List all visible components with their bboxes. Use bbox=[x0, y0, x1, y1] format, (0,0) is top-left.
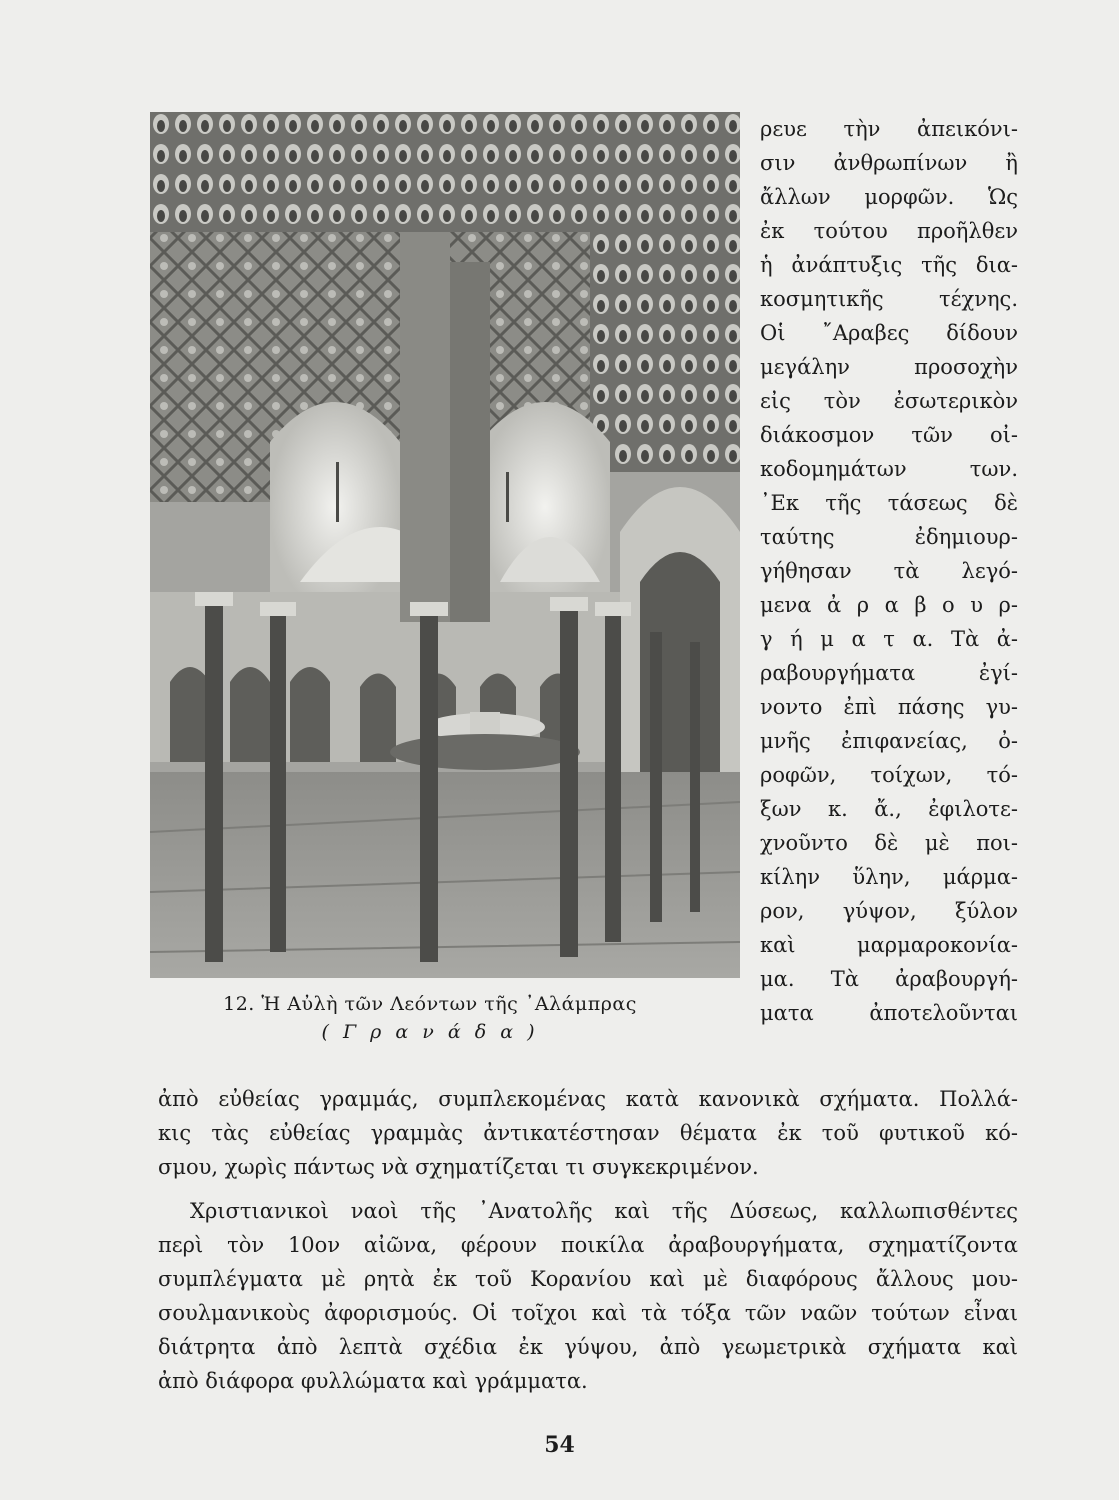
paragraph-gap bbox=[158, 1184, 1018, 1194]
text-line: σμου, χωρὶς πάντως νὰ σχηματίζεται τι συγκεκριμένον. bbox=[158, 1155, 759, 1179]
alhambra-court-of-lions-photo bbox=[150, 112, 740, 978]
caption-line bbox=[150, 990, 710, 1018]
text-line: ἐκ τούτου προῆλθεν bbox=[760, 219, 1018, 243]
paragraph-1 bbox=[158, 1082, 1018, 1184]
text-line: ματα ἀποτελοῦνται bbox=[760, 1001, 1018, 1025]
text-line: κοσμητικῆς τέχνης. bbox=[760, 287, 1018, 311]
side-column-text bbox=[760, 112, 1018, 1030]
text-line: μενα ἀ ρ α β ο υ ρ- bbox=[760, 593, 1018, 617]
text-line: ἄλλων μορφῶν. Ὡς bbox=[760, 185, 1018, 209]
figure-caption bbox=[150, 990, 710, 1046]
text-line: κις τὰς εὐθείας γραμμὰς ἀντικατέστησαν θέματα ἐκ τοῦ φυτικοῦ κό- bbox=[158, 1121, 1018, 1145]
text-line: γ ή μ α τ α. Τὰ ἀ- bbox=[760, 627, 1018, 651]
caption-number: 12. bbox=[223, 993, 255, 1015]
text-line: μα. Τὰ ἀραβουργή- bbox=[760, 967, 1018, 991]
text-line: μνῆς ἐπιφανείας, ὀ- bbox=[760, 729, 1018, 753]
page-number: 54 bbox=[544, 1432, 575, 1458]
body-text bbox=[158, 1082, 1018, 1398]
text-line: ξων κ. ἄ., ἐφιλοτε- bbox=[760, 797, 1018, 821]
text-line: ἀπὸ εὐθείας γραμμάς, συμπλεκομένας κατὰ κανονικὰ σχήματα. Πολλά- bbox=[158, 1087, 1018, 1111]
text-line: Οἱ ῎Αραβες δίδουν bbox=[760, 321, 1018, 345]
caption-place: ( Γ ρ α ν ά δ α ) bbox=[321, 1021, 539, 1043]
text-line: εἰς τὸν ἐσωτερικὸν bbox=[760, 389, 1018, 413]
text-line: σιν ἀνθρωπίνων ἢ bbox=[760, 151, 1018, 175]
text-line: διάκοσμον τῶν οἰ- bbox=[760, 423, 1018, 447]
text-line: συμπλέγματα μὲ ρητὰ ἐκ τοῦ Κορανίου καὶ μὲ διαφόρους ἄλλους μου- bbox=[158, 1267, 1018, 1291]
text-line: νοντο ἐπὶ πάσης γυ- bbox=[760, 695, 1018, 719]
text-line: κίλην ὕλην, μάρμα- bbox=[760, 865, 1018, 889]
caption-text: Ἡ Αὐλὴ τῶν Λεόντων τῆς ᾿Αλάμπρας bbox=[261, 993, 637, 1015]
text-line: κοδομημάτων των. bbox=[760, 457, 1018, 481]
text-line: ρευε τὴν ἀπεικόνι- bbox=[760, 117, 1018, 141]
text-line: Χριστιανικοὶ ναοὶ τῆς ᾿Ανατολῆς καὶ τῆς Δύσεως, καλλωπισθέντες bbox=[190, 1199, 1018, 1223]
photo-illustration bbox=[150, 112, 740, 978]
text-line: ροφῶν, τοίχων, τό- bbox=[760, 763, 1018, 787]
text-line: ἀπὸ διάφορα φυλλώματα καὶ γράμματα. bbox=[158, 1369, 588, 1393]
text-line: ραβουργήματα ἐγί- bbox=[760, 661, 1018, 685]
text-line: ᾿Εκ τῆς τάσεως δὲ bbox=[760, 491, 1018, 515]
text-line: ρον, γύψον, ξύλον bbox=[760, 899, 1018, 923]
paragraph-2 bbox=[158, 1194, 1018, 1398]
text-line: καὶ μαρμαροκονία- bbox=[760, 933, 1018, 957]
text-line: μεγάλην προσοχὴν bbox=[760, 355, 1018, 379]
text-line: γήθησαν τὰ λεγό- bbox=[760, 559, 1018, 583]
text-line: χνοῦντο δὲ μὲ ποι- bbox=[760, 831, 1018, 855]
text-line: περὶ τὸν 10ον αἰῶνα, φέρουν ποικίλα ἀραβουργήματα, σχηματίζοντα bbox=[158, 1233, 1018, 1257]
text-line: σουλμανικοὺς ἀφορισμούς. Οἱ τοῖχοι καὶ τὰ τόξα τῶν ναῶν τούτων εἶναι bbox=[158, 1301, 1018, 1325]
text-line: διάτρητα ἀπὸ λεπτὰ σχέδια ἐκ γύψου, ἀπὸ γεωμετρικὰ σχήματα καὶ bbox=[158, 1335, 1018, 1359]
text-line: ἡ ἀνάπτυξις τῆς δια- bbox=[760, 253, 1018, 277]
text-line: ταύτης ἐδημιουρ- bbox=[760, 525, 1018, 549]
